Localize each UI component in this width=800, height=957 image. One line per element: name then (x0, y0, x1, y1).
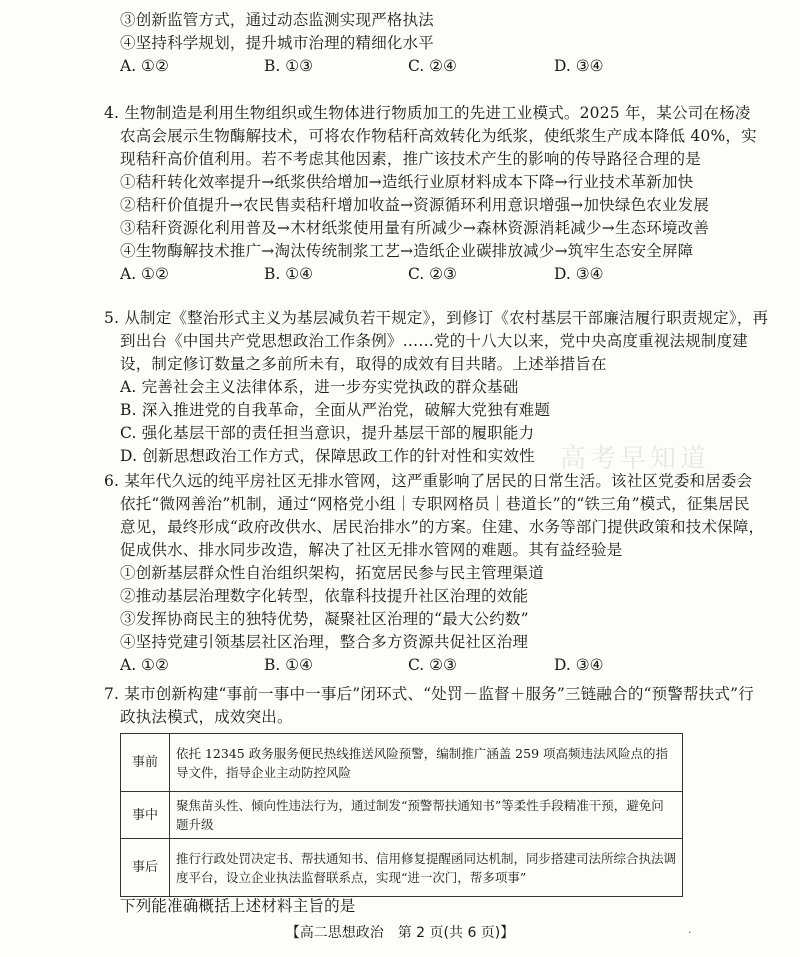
q4-item-1: ①秸秆转化效率提升→纸浆供给增加→造纸行业原材料成本下降→行业技术革新加快 (120, 173, 694, 191)
q4-options (120, 263, 700, 285)
q6-item-1: ①创新基层群众性自治组织架构，拓宽居民参与民主管理渠道 (120, 564, 544, 582)
q5-choice-a: A. 完善社会主义法律体系，进一步夯实党执政的群众基础 (120, 378, 519, 396)
page-footer: 【高二思想政治 第 2 页(共 6 页)】 (285, 925, 515, 941)
option-a: A. ①② (120, 57, 169, 75)
q6-stem-line: 6. 某年代久远的纯平房社区无排水管网，这严重影响了居民的日常生活。该社区党委和居委会 (104, 472, 753, 490)
q7-stem-line: 政执法模式，成效突出。 (120, 708, 293, 726)
row-body: 推行行政处罚决定书、帮扶通知书、信用修复提醒函同达机制，同步搭建司法所综合执法调度平台，设立企业执法监督联系点，实现“进一次门，帮多项事” (170, 839, 683, 897)
option-d: D. ③④ (554, 265, 604, 283)
corner-mark: · (688, 926, 692, 939)
q7-stem-line: 7. 某市创新构建“事前一事中一事后”闭环式、“处罚－监督＋服务”三链融合的“预警帮扶式”行 (104, 685, 754, 703)
top-options (120, 55, 700, 77)
option-a: A. ①② (120, 656, 169, 674)
option-c: C. ②④ (408, 57, 457, 75)
table-row (121, 792, 683, 839)
row-body: 依托 12345 政务服务便民热线推送风险预警，编制推广涵盖 259 项高频违法风险点的指导文件，指导企业主动防控风险 (170, 734, 683, 792)
q4-stem-line: 农高会展示生物酶解技术，可将农作物秸秆高效转化为纸浆，使纸浆生产成本降低 40%，实 (120, 127, 757, 145)
q4-stem-line: 4. 生物制造是利用生物组织或生物体进行物质加工的先进工业模式。2025 年，某公司在杨凌 (104, 104, 751, 122)
option-b: B. ①③ (264, 57, 314, 75)
q6-stem-line: 促成供水、排水同步改造，解决了社区无排水管网的难题。其有益经验是 (120, 541, 623, 559)
table-row (121, 839, 683, 897)
q5-choice-b: B. 深入推进党的自我革命，全面从严治党，破解大党独有难题 (120, 401, 551, 419)
q4-item-4: ④生物酶解技术推广→淘汰传统制浆工艺→造纸企业碳排放减少→筑牢生态安全屏障 (120, 242, 694, 260)
option-d: D. ③④ (554, 656, 604, 674)
table-row (121, 734, 683, 792)
q5-choice-c: C. 强化基层干部的责任担当意识，提升基层干部的履职能力 (120, 424, 535, 442)
q5-stem-line: 到出台《中国共产党思想政治工作条例》……党的十八大以来，党中央高度重视法规制度建 (120, 332, 749, 350)
q5-stem-line: 设，制定修订数量之多前所未有，取得的成效有目共睹。上述举措旨在 (120, 355, 607, 373)
watermark: 高考早知道 (560, 444, 711, 474)
q6-item-3: ③发挥协商民主的独特优势，凝聚社区治理的“最大公约数” (120, 610, 529, 628)
option-b: B. ①④ (264, 265, 314, 283)
option-b: B. ①④ (264, 656, 314, 674)
q5-choice-d: D. 创新思想政治工作方式，保障思政工作的针对性和实效性 (120, 447, 535, 465)
row-header: 事中 (121, 792, 170, 839)
q4-item-3: ③秸秆资源化利用普及→木材纸浆使用量有所减少→森林资源消耗减少→生态环境改善 (120, 219, 710, 237)
q6-options (120, 654, 700, 676)
material-table (120, 733, 683, 897)
q6-stem-line: 依托“微网善治”机制，通过“网格党小组｜专职网格员｜巷道长”的“铁三角”模式，征集居民 (120, 495, 750, 513)
option-d: D. ③④ (554, 57, 604, 75)
q4-stem-line: 现秸秆高价值利用。若不考虑其他因素，推广该技术产生的影响的传导路径合理的是 (120, 150, 701, 168)
q6-item-2: ②推动基层治理数字化转型，依靠科技提升社区治理的效能 (120, 587, 529, 605)
q7-question: 下列能准确概括上述材料主旨的是 (120, 897, 356, 915)
option-a: A. ①② (120, 265, 169, 283)
row-header: 事前 (121, 734, 170, 792)
q5-stem-line: 5. 从制定《整治形式主义为基层减负若干规定》，到修订《农村基层干部廉洁履行职责规定》，再 (104, 309, 769, 327)
top-item-3: ③创新监管方式，通过动态监测实现严格执法 (120, 11, 435, 29)
q6-item-4: ④坚持党建引领基层社区治理，整合多方资源共促社区治理 (120, 633, 529, 651)
row-body: 聚焦苗头性、倾向性违法行为，通过制发“预警帮扶通知书”等柔性手段精准干预，避免问题升级 (170, 792, 683, 839)
row-header: 事后 (121, 839, 170, 897)
q4-item-2: ②秸秆价值提升→农民售卖秸秆增加收益→资源循环利用意识增强→加快绿色农业发展 (120, 196, 710, 214)
q6-stem-line: 意见，最终形成“政府改供水、居民治排水”的方案。住建、水务等部门提供政策和技术保障， (120, 518, 765, 536)
option-c: C. ②③ (408, 265, 457, 283)
option-c: C. ②③ (408, 656, 457, 674)
top-item-4: ④坚持科学规划，提升城市治理的精细化水平 (120, 34, 435, 52)
